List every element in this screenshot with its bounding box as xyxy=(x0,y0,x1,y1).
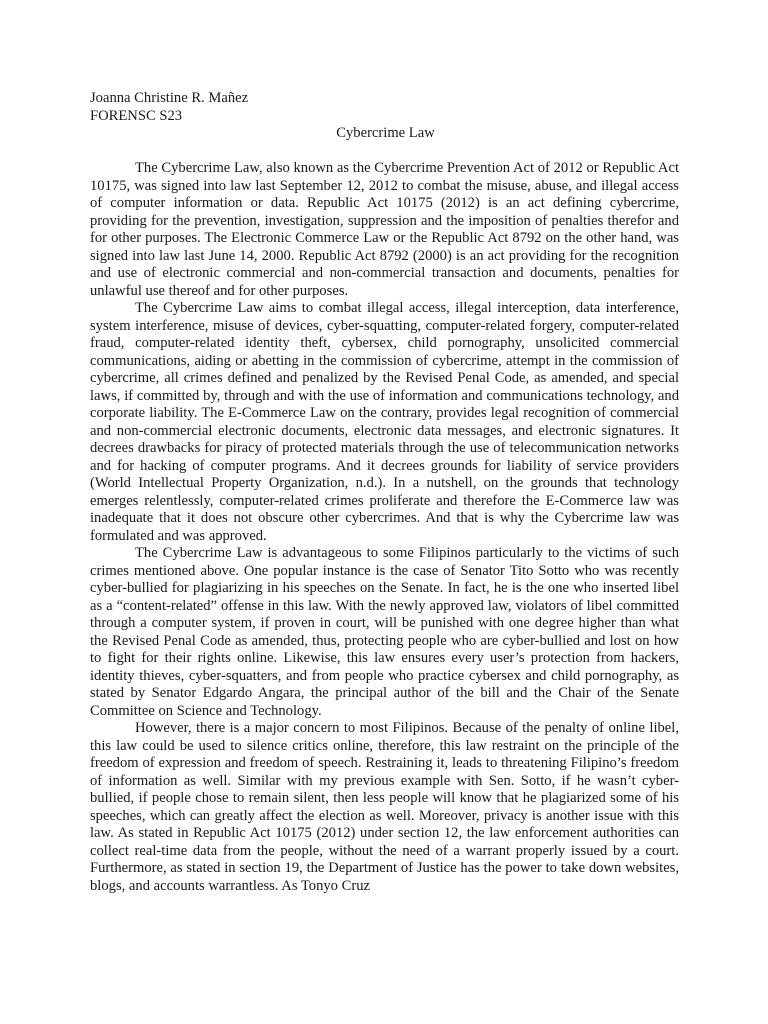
paragraph-4: However, there is a major concern to most Filipinos. Because of the penalty of online libel, this law could be used to silence critics online, therefore, this law restraint on the principle of the freedom of expression and freedom of speech. Restraining it, leads to threatening Filipino’s freedom of information as well. Similar with my previous example with Sen. Sotto, if he wasn’t cyber-bullied, if people chose to remain silent, then less people will know that he plagiarized some of his speeches, which can greatly affect the election as well. Moreover, privacy is another issue with this law. As stated in Republic Act 10175 (2012) under section 12, the law enforcement authorities can collect real-time data from the people, without the need of a warrant properly issued by a court. Furthermore, as stated in section 19, the Department of Justice has the power to take down websites, blogs, and accounts warrantless. As Tonyo Cruz xyxy=(90,720,679,894)
document-body xyxy=(90,90,679,895)
document-title: Cybercrime Law xyxy=(336,125,435,141)
author-name: Joanna Christine R. Mañez xyxy=(90,90,249,106)
paragraph-1: The Cybercrime Law, also known as the Cybercrime Prevention Act of 2012 or Republic Act 10175, was signed into law last September 12, 2012 to combat the misuse, abuse, and illegal access of computer information or data. Republic Act 10175 (2012) is an act defining cybercrime, providing for the prevention, investigation, suppression and the imposition of penalties therefor and for other purposes. The Electronic Commerce Law or the Republic Act 8792 on the other hand, was signed into law last June 14, 2000. Republic Act 8792 (2000) is an act providing for the recognition and use of electronic commercial and non-commercial transaction and documents, penalties for unlawful use thereof and for other purposes. xyxy=(90,160,679,299)
course-code: FORENSC S23 xyxy=(90,107,183,124)
blank-line xyxy=(90,143,679,161)
paragraph-2: The Cybercrime Law aims to combat illegal access, illegal interception, data interference, system interference, misuse of devices, cyber-squatting, computer-related forgery, computer-related fraud, computer-related identity theft, cybersex, child pornography, unsolicited commercial communications, aiding or abetting in the commission of cybercrime, attempt in the commission of cybercrime, all crimes defined and penalized by the Revised Penal Code, as amended, and special laws, if committed by, through and with the use of information and communications technology, and corporate liability. The E-Commerce Law on the contrary, provides legal recognition of commercial and non-commercial electronic documents, electronic data messages, and electronic signatures. It decrees drawbacks for piracy of protected materials through the use of telecommunication networks and for hacking of computer programs. And it decrees grounds for liability of service providers (World Intellectual Property Organization, n.d.). In a nutshell, on the grounds that technology emerges relentlessly, computer-related crimes proliferate and therefore the E-Commerce law was inadequate that it does not obscure other cybercrimes. And that is why the Cybercrime law was formulated and was approved. xyxy=(90,300,679,544)
paragraph-3: The Cybercrime Law is advantageous to some Filipinos particularly to the victims of such crimes mentioned above. One popular instance is the case of Senator Tito Sotto who was recently cyber-bullied for plagiarizing in his speeches on the Senate. In fact, he is the one who inserted libel as a “content-related” offense in this law. With the newly approved law, violators of libel committed through a computer system, if proven in court, will be punished with one degree higher than what the Revised Penal Code as amended, thus, protecting people who are cyber-bullied and lost on how to fight for their rights online. Likewise, this law ensures every user’s protection from hackers, identity thieves, cyber-squatters, and from people who practice cybersex and child pornography, as stated by Senator Edgardo Angara, the principal author of the bill and the Chair of the Senate Committee on Science and Technology. xyxy=(90,545,679,719)
